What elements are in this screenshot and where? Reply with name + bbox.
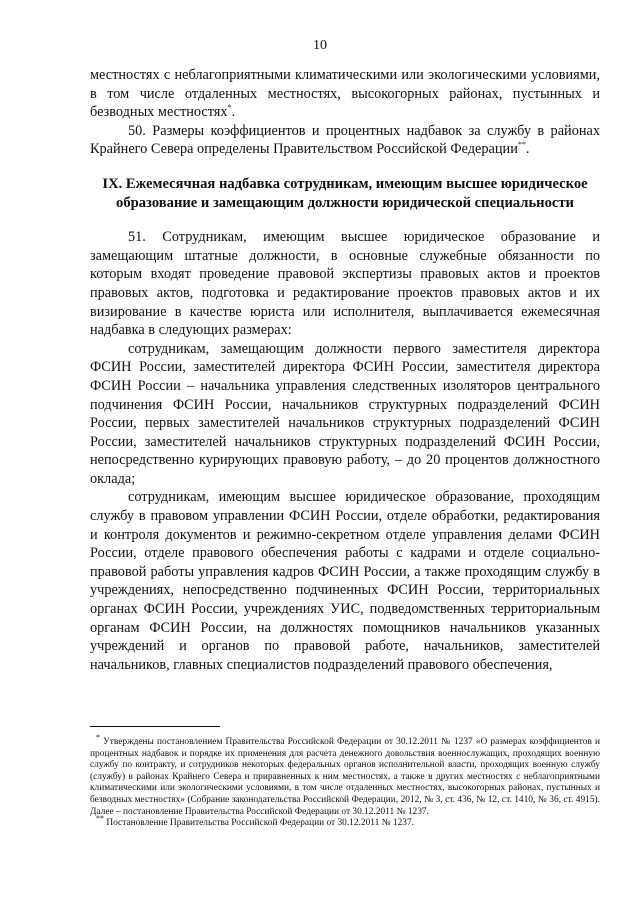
paragraph-50-end: . <box>525 141 530 158</box>
footnote-2 <box>90 814 600 830</box>
paragraph-51-b: сотрудникам, имеющим высшее юридическое образование, проходящим службу в правовом управлении ФСИН России, отделе обработки, редактирования и контроля документов и режимно-секретном отделе управления делами ФСИН России, отделе правового обеспечения работы с кадрами и отделе социально-правовой работы управления кадров ФСИН России, а также проходящим службу в учреждениях, непосредственно подчиненных ФСИН России, территориальных органах ФСИН России, учреждениях УИС, подведомственных территориальным органам ФСИН России, на должностях помощников начальников указанных учреждений и органов по правовой работе, начальников, заместителей начальников, главных специалистов подразделений правового обеспечения, <box>90 489 600 673</box>
footnotes <box>90 732 601 830</box>
paragraph-51-a: сотрудникам, замещающим должности первого заместителя директора ФСИН России, заместителей директора ФСИН России, заместителя директора ФСИН России – начальника управления следственных изоляторов центрального подчинения ФСИН России, начальников структурных подразделений ФСИН России, первых заместителей начальников структурных подразделений ФСИН России, заместителей начальников структурных подразделений ФСИН России, непосредственно курирующих правовую работу, – до 20 процентов должностного оклада; <box>90 340 600 487</box>
section-heading: IX. Ежемесячная надбавка сотрудникам, имеющим высшее юридическое образование и замещающим должности юридической специальности <box>102 175 588 211</box>
paragraph-50-text: 50. Размеры коэффициентов и процентных надбавок за службу в районах Крайнего Севера определены Правительством Российской Федерации <box>90 122 600 158</box>
footnote-2-text: Постановление Правительства Российской Федерации от 30.12.2011 № 1237. <box>106 818 415 829</box>
footnote-ref-2: ** <box>517 140 526 150</box>
document-body <box>90 66 600 674</box>
paragraph-50 <box>90 122 600 159</box>
footnote-1 <box>90 732 601 818</box>
page-number: 10 <box>313 38 327 53</box>
paragraph-continuation-text: местностях с неблагоприятными климатическими или экологическими условиями, в том числе отдаленных местностях, высокогорных районах, пустынных и безводных местностях <box>90 67 600 121</box>
footnote-ref-1: * <box>227 103 232 113</box>
footnote-separator <box>90 726 220 727</box>
footnote-2-mark: ** <box>96 814 104 824</box>
footnote-1-mark: * <box>96 732 100 742</box>
footnote-1-text: Утверждены постановлением Правительства Российской Федерации от 30.12.2011 № 1237 «О размерах коэффициентов и процентных надбавок и порядке их применения для расчета денежного довольствия военнослужащих, проходящих военную службу по контракту, и сотрудников некоторых федеральных органов исполнительной власти, проходящих военную службу (службу) в районах Крайнего Севера и приравненных к ним местностях, а также в других местностях с неблагоприятными климатическими или экологическими условиями, в том числе отдаленных местностях, высокогорных районах, пустынных и безводных местностях» (Собрание законодательства Российской Федерации, 2012, № 3, ст. 436, № 12, ст. 1410, № 36, ст. 4915). Далее – постановление Правительства Российской Федерации от 30.12.2011 № 1237. <box>90 737 601 817</box>
paragraph-51: 51. Сотрудникам, имеющим высшее юридическое образование и замещающим штатные должности, в основные служебные обязанности по которым входят проведение правовой экспертизы правовых актов и проектов правовых актов, подготовка и редактирование проектов правовых актов и их визирование в качестве юриста или исполнителя, выплачивается ежемесячная надбавка в следующих размерах: <box>90 229 600 339</box>
paragraph-continuation: местностях с неблагоприятными климатическими или экологическими условиями, в том числе отдаленных местностях, высокогорных районах, пустынных и безводных местностях*. <box>90 67 600 121</box>
